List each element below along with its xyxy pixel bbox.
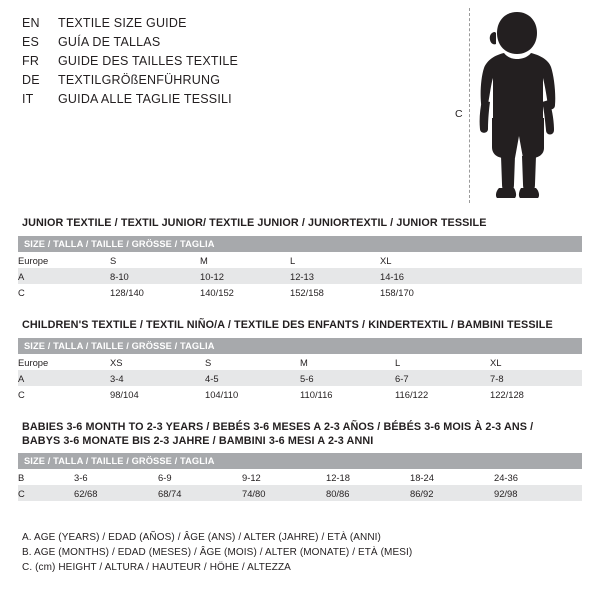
section-title-babies: [22, 420, 533, 448]
table-row: [18, 284, 582, 300]
junior-size-table: [18, 236, 582, 300]
row-label: A: [18, 370, 110, 386]
cell-value: 3-4: [110, 370, 205, 386]
legend-block: [22, 530, 412, 575]
cell-value: 10-12: [200, 268, 290, 284]
legend-line-c: C. (cm) HEIGHT / ALTURA / HAUTEUR / HÖHE / ALTEZZA: [22, 562, 291, 573]
cell-value: 18-24: [410, 469, 494, 485]
row-label: A: [18, 268, 110, 284]
language-code: FR: [22, 54, 40, 68]
language-code: ES: [22, 35, 40, 49]
section-title-children: CHILDREN'S TEXTILE / TEXTIL NIÑO/A / TEXTILE DES ENFANTS / KINDERTEXTIL / BAMBINI TESSILE: [22, 319, 553, 331]
legend-line-b: B. AGE (MONTHS) / EDAD (MESES) / ÂGE (MOIS) / ALTER (MONATE) / ETÀ (MESI): [22, 547, 413, 558]
cell-value: L: [290, 252, 380, 268]
section-title-babies-line2: BABYS 3-6 MONATE BIS 2-3 JAHRE / BAMBINI 3-6 MESI A 2-3 ANNI: [22, 435, 374, 447]
language-code: EN: [22, 16, 40, 30]
table-header-label: SIZE / TALLA / TAILLE / GRÖSSE / TAGLIA: [18, 236, 582, 252]
row-label: Europe: [18, 354, 110, 370]
cell-value: 110/116: [300, 386, 395, 402]
language-code: IT: [22, 92, 34, 106]
language-row: [22, 90, 442, 109]
language-title: GUIDE DES TAILLES TEXTILE: [58, 54, 239, 68]
cell-value: 80/86: [326, 485, 410, 501]
cell-value: 14-16: [380, 268, 582, 284]
cell-value: XL: [380, 252, 582, 268]
row-label: C: [18, 485, 74, 501]
language-title: TEXTILE SIZE GUIDE: [58, 16, 187, 30]
cell-value: 68/74: [158, 485, 242, 501]
cell-value: 98/104: [110, 386, 205, 402]
cell-value: 128/140: [110, 284, 200, 300]
language-header-block: [22, 14, 442, 109]
cell-value: L: [395, 354, 490, 370]
cell-value: 158/170: [380, 284, 582, 300]
legend-line-a: A. AGE (YEARS) / EDAD (AÑOS) / ÂGE (ANS) / ALTER (JAHRE) / ETÀ (ANNI): [22, 532, 381, 543]
cell-value: 6-7: [395, 370, 490, 386]
table-row: [18, 252, 582, 268]
cell-value: 116/122: [395, 386, 490, 402]
cell-value: 74/80: [242, 485, 326, 501]
language-title: GUIDA ALLE TAGLIE TESSILI: [58, 92, 232, 106]
cell-value: 152/158: [290, 284, 380, 300]
cell-value: 86/92: [410, 485, 494, 501]
children-size-table: [18, 338, 582, 402]
language-title: GUÍA DE TALLAS: [58, 35, 161, 49]
table-header-label: SIZE / TALLA / TAILLE / GRÖSSE / TAGLIA: [18, 338, 582, 354]
language-row: [22, 52, 442, 71]
cell-value: 122/128: [490, 386, 582, 402]
cell-value: M: [200, 252, 290, 268]
cell-value: 12-13: [290, 268, 380, 284]
cell-value: 62/68: [74, 485, 158, 501]
table-row: [18, 268, 582, 284]
toddler-silhouette-icon: [455, 8, 585, 203]
table-header-label: SIZE / TALLA / TAILLE / GRÖSSE / TAGLIA: [18, 453, 582, 469]
cell-value: 104/110: [205, 386, 300, 402]
language-row: [22, 33, 442, 52]
language-row: [22, 71, 442, 90]
height-measure-line: [469, 8, 470, 203]
language-row: [22, 14, 442, 33]
table-row: [18, 354, 582, 370]
cell-value: M: [300, 354, 395, 370]
cell-value: 8-10: [110, 268, 200, 284]
cell-value: 4-5: [205, 370, 300, 386]
table-header-row: [18, 453, 582, 469]
table-row: [18, 370, 582, 386]
table-header-row: [18, 236, 582, 252]
height-measure-label: C: [455, 108, 463, 120]
cell-value: 3-6: [74, 469, 158, 485]
row-label: C: [18, 386, 110, 402]
cell-value: 12-18: [326, 469, 410, 485]
cell-value: 9-12: [242, 469, 326, 485]
babies-size-table: [18, 453, 582, 501]
section-title-junior: JUNIOR TEXTILE / TEXTIL JUNIOR/ TEXTILE JUNIOR / JUNIORTEXTIL / JUNIOR TESSILE: [22, 217, 487, 229]
cell-value: XS: [110, 354, 205, 370]
table-row: [18, 485, 582, 501]
cell-value: S: [205, 354, 300, 370]
table-header-row: [18, 338, 582, 354]
cell-value: 140/152: [200, 284, 290, 300]
cell-value: XL: [490, 354, 582, 370]
toddler-figure: [455, 8, 585, 203]
cell-value: S: [110, 252, 200, 268]
table-row: [18, 386, 582, 402]
cell-value: 7-8: [490, 370, 582, 386]
row-label: C: [18, 284, 110, 300]
cell-value: 92/98: [494, 485, 582, 501]
row-label: Europe: [18, 252, 110, 268]
section-title-babies-line1: BABIES 3-6 MONTH TO 2-3 YEARS / BEBÉS 3-6 MESES A 2-3 AÑOS / BÉBÉS 3-6 MOIS À 2-3 ANS /: [22, 421, 534, 433]
table-row: [18, 469, 582, 485]
cell-value: 5-6: [300, 370, 395, 386]
language-code: DE: [22, 73, 40, 87]
cell-value: 6-9: [158, 469, 242, 485]
cell-value: 24-36: [494, 469, 582, 485]
row-label: B: [18, 469, 74, 485]
language-title: TEXTILGRÖßENFÜHRUNG: [58, 73, 221, 87]
